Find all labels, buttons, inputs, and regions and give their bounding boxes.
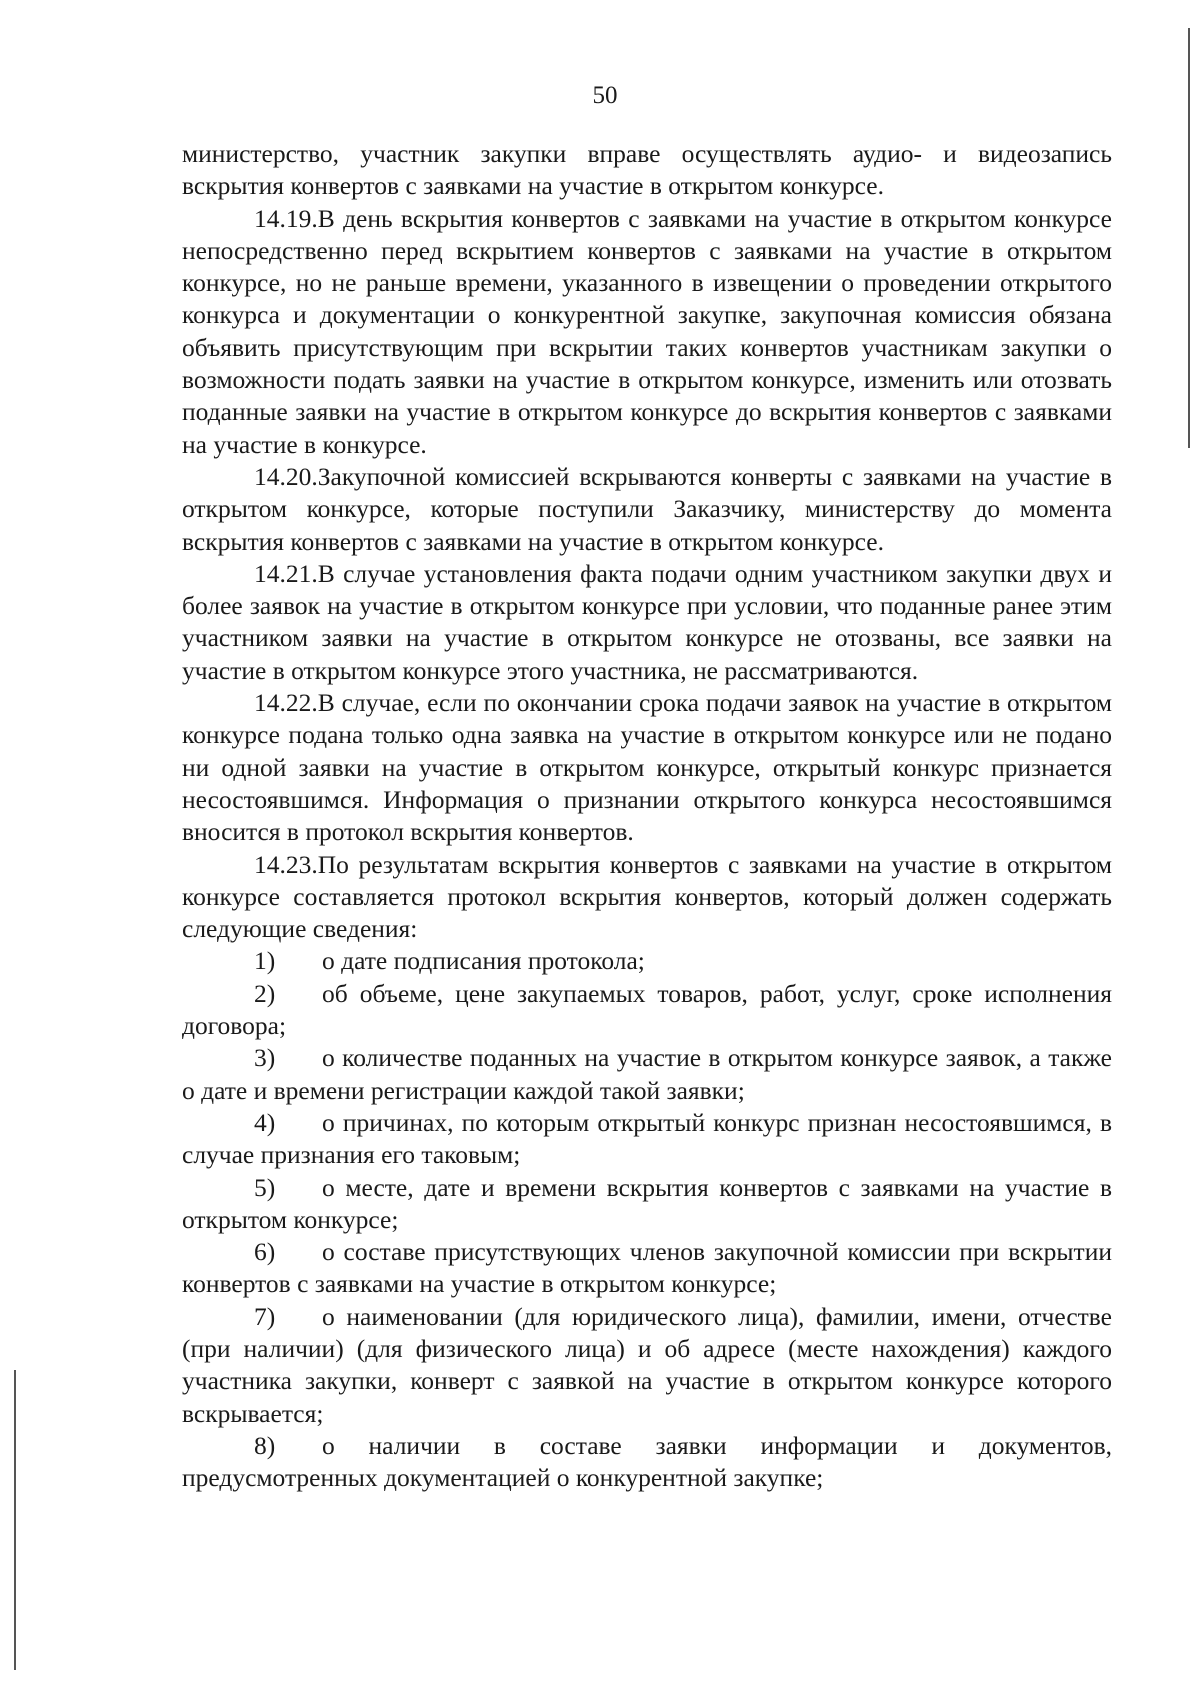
list-item-text: о количестве поданных на участие в открытом конкурсе заявок, а также о дате и времени регистрации каждой такой заявки;	[182, 1043, 1112, 1105]
paragraph-14-22: 14.22.В случае, если по окончании срока подачи заявок на участие в открытом конкурсе подана только одна заявка на участие в открытом конкурсе или не подано ни одной заявки на участие в открытом конкурсе, открытый конкурс признается несостоявшимся. Информация о признании открытого конкурса несостоявшимся вносится в протокол вскрытия конвертов.	[182, 688, 1112, 847]
list-item	[182, 1301, 1112, 1430]
paragraph-14-21: 14.21.В случае установления факта подачи одним участником закупки двух и более заявок на участие в открытом конкурсе при условии, что поданные ранее этим участником заявки на участие в открытом конкурсе не отозваны, все заявки на участие в открытом конкурсе этого участника, не рассматриваются.	[182, 558, 1112, 685]
opening-paragraph: министерство, участник закупки вправе осуществлять аудио- и видеозапись вскрытия конвертов с заявками на участие в открытом конкурсе.	[182, 139, 1112, 201]
document-body	[182, 138, 1112, 1494]
list-item	[182, 1107, 1112, 1172]
list-item	[182, 1042, 1112, 1107]
list-item-number: 6)	[254, 1237, 276, 1267]
list-item-number: 8)	[254, 1430, 276, 1460]
paragraph-14-19: 14.19.В день вскрытия конвертов с заявками на участие в открытом конкурсе непосредственно перед вскрытием конвертов с заявками на участие в открытом конкурсе, но не раньше времени, указанного в извещении о проведении открытого конкурса и документации о конкурентной закупке, закупочная комиссия обязана объявить присутствующим при вскрытии таких конвертов участникам закупки о возможности подать заявки на участие в открытом конкурсе, изменить или отозвать поданные заявки на участие в открытом конкурсе до вскрытия конвертов с заявками на участие в конкурсе.	[182, 203, 1112, 459]
list-item-text: о причинах, по которым открытый конкурс признан несостоявшимся, в случае признания его таковым;	[182, 1107, 1112, 1170]
list-item-number: 1)	[254, 946, 276, 976]
list-item	[182, 978, 1112, 1043]
list-item-number: 3)	[254, 1043, 276, 1073]
list-item-text: о месте, дате и времени вскрытия конвертов с заявками на участие в открытом конкурсе;	[182, 1172, 1112, 1234]
list-item-text: о наличии в составе заявки информации и документов, предусмотренных документацией о конкурентной закупке;	[182, 1430, 1112, 1493]
list-item-number: 2)	[254, 978, 276, 1008]
list-item	[182, 1236, 1112, 1301]
list-item-text: о дате подписания протокола;	[322, 946, 645, 976]
list-item	[182, 1430, 1112, 1495]
list-item-number: 7)	[254, 1301, 276, 1331]
scan-edge-left	[14, 1370, 16, 1670]
list-item-text: о составе присутствующих членов закупочной комиссии при вскрытии конвертов с заявками на участие в открытом конкурсе;	[182, 1237, 1112, 1299]
list-item	[182, 1172, 1112, 1237]
paragraph-14-20: 14.20.Закупочной комиссией вскрываются конверты с заявками на участие в открытом конкурсе, которые поступили Заказчику, министерству до момента вскрытия конвертов с заявками на участие в открытом конкурсе.	[182, 461, 1112, 556]
list-item-number: 5)	[254, 1172, 276, 1202]
list-item-text: об объеме, цене закупаемых товаров, работ, услуг, сроке исполнения договора;	[182, 978, 1112, 1041]
list-item-text: о наименовании (для юридического лица), фамилии, имени, отчестве (при наличии) (для физического лица) и об адресе (месте нахождения) каждого участника закупки, конверт с заявкой на участие в открытом конкурсе которого вскрывается;	[182, 1301, 1112, 1428]
paragraph-14-23: 14.23.По результатам вскрытия конвертов с заявками на участие в открытом конкурсе составляется протокол вскрытия конвертов, который должен содержать следующие сведения:	[182, 849, 1112, 944]
list-item-number: 4)	[254, 1107, 276, 1137]
list-item	[182, 945, 1112, 977]
page-number: 50	[592, 82, 618, 109]
